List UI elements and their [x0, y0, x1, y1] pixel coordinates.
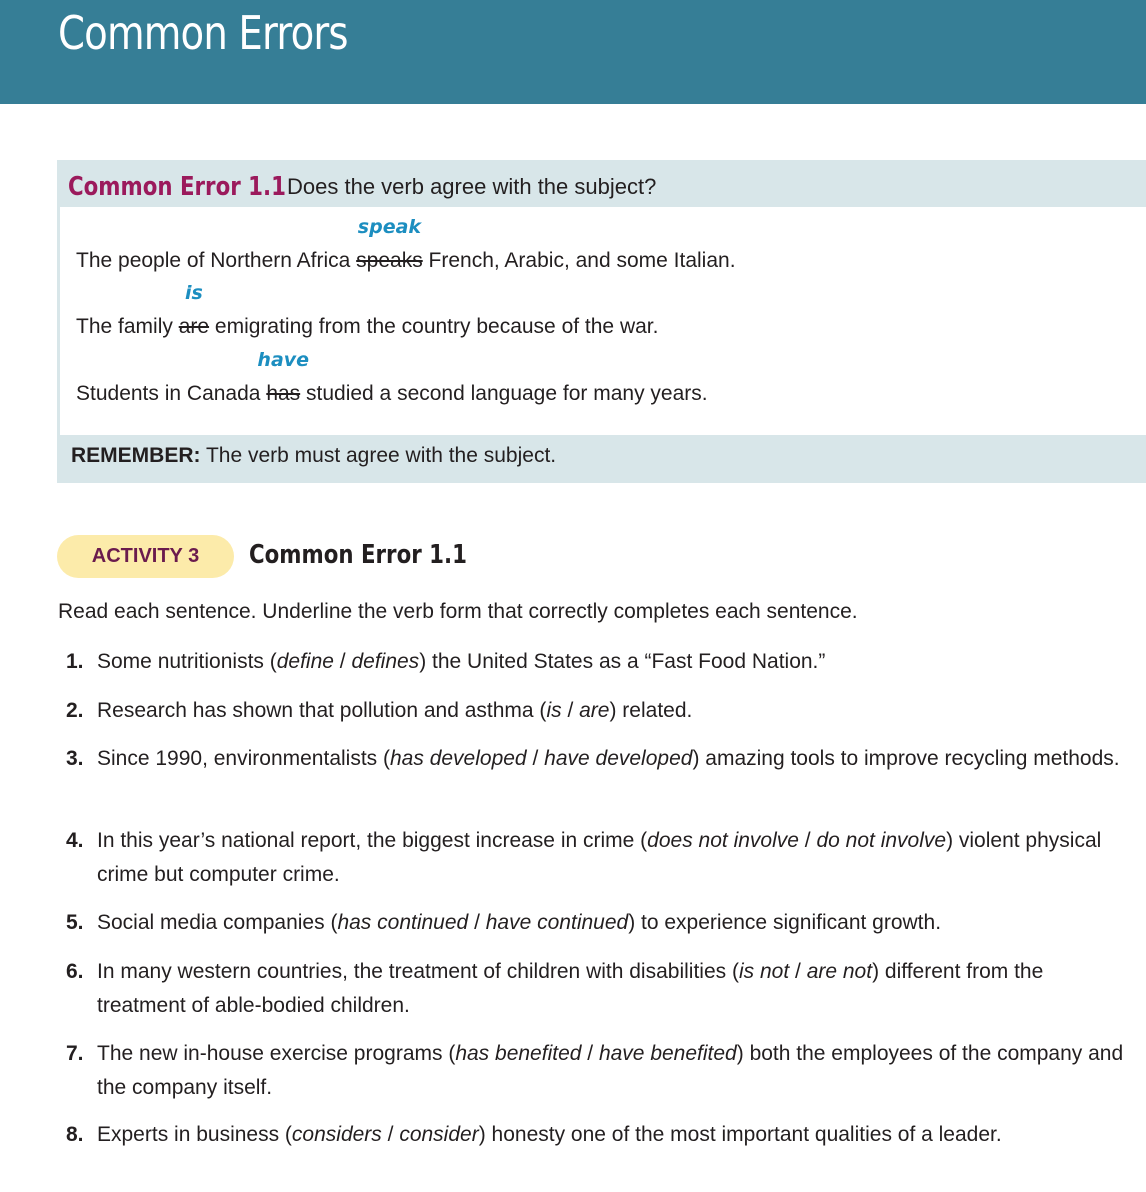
option-a[interactable]: considers — [291, 1123, 382, 1146]
option-b[interactable]: are not — [806, 960, 873, 983]
exercise-item: 2. Research has shown that pollution and asthma (is / are) related. — [66, 699, 693, 722]
common-error-box — [57, 160, 1146, 483]
activity-badge: ACTIVITY 3 — [57, 535, 234, 578]
correction-word: is — [184, 282, 203, 304]
example-sentence: Students in Canada has have studied a second language for many years. — [76, 349, 708, 405]
option-a[interactable]: is — [546, 699, 562, 722]
example-sentence: The family are is emigrating from the country because of the war. — [76, 282, 659, 338]
common-error-label: Common Error 1.1 — [68, 172, 286, 202]
option-b[interactable]: consider — [399, 1123, 479, 1146]
option-b[interactable]: do not involve — [816, 829, 947, 852]
option-b[interactable]: are — [579, 699, 610, 722]
activity-title: Common Error 1.1 — [249, 540, 467, 570]
option-b[interactable]: have continued — [485, 911, 629, 934]
exercise-item: 7. The new in-house exercise programs (has benefited / have benefited) both the employees of the company and the company itself. — [66, 1042, 1124, 1099]
exercise-item: 1. Some nutritionists (define / defines) the United States as a “Fast Food Nation.” — [66, 650, 826, 673]
option-b[interactable]: have benefited — [598, 1042, 737, 1065]
exercise-item: 8. Experts in business (considers / consider) honesty one of the most important qualities of a leader. — [66, 1123, 1002, 1146]
remember-text: The verb must agree with the subject. — [200, 444, 557, 467]
common-error-header — [68, 167, 656, 207]
exercise-item: 5. Social media companies (has continued / have continued) to experience significant growth. — [66, 911, 942, 934]
option-a[interactable]: has developed — [390, 747, 527, 770]
remember-label: REMEMBER: — [71, 444, 201, 467]
exercise-item: 4. In this year’s national report, the biggest increase in crime (does not involve / do not involve) violent physical crime but computer crime. — [66, 829, 1102, 886]
option-a[interactable]: has continued — [337, 911, 469, 934]
header-banner — [0, 0, 1146, 104]
common-error-examples — [60, 207, 1146, 435]
example-sentence: The people of Northern Africa speaks speak French, Arabic, and some Italian. — [76, 216, 736, 272]
struck-word: has have — [257, 349, 310, 405]
struck-word: are is — [178, 282, 210, 338]
option-a[interactable]: does not involve — [647, 829, 799, 852]
option-a[interactable]: has benefited — [455, 1042, 582, 1065]
common-error-question: Does the verb agree with the subject? — [287, 174, 657, 199]
option-b[interactable]: defines — [351, 650, 420, 673]
option-a[interactable]: define — [276, 650, 334, 673]
correction-word: speak — [357, 216, 422, 238]
option-a[interactable]: is not — [738, 960, 790, 983]
option-b[interactable]: have developed — [544, 747, 693, 770]
correction-word: have — [257, 349, 310, 371]
exercise-item: 6. In many western countries, the treatment of children with disabilities (is not / are not) different from the treatment of able-bodied children. — [66, 960, 1044, 1017]
page-title: Common Errors — [58, 6, 348, 60]
exercise-item: 3. Since 1990, environmentalists (has developed / have developed) amazing tools to improve recycling methods. — [66, 747, 1120, 770]
activity-instructions: Read each sentence. Underline the verb form that correctly completes each sentence. — [58, 600, 858, 623]
remember-note — [71, 444, 556, 468]
struck-word: speaks speak — [356, 216, 423, 272]
